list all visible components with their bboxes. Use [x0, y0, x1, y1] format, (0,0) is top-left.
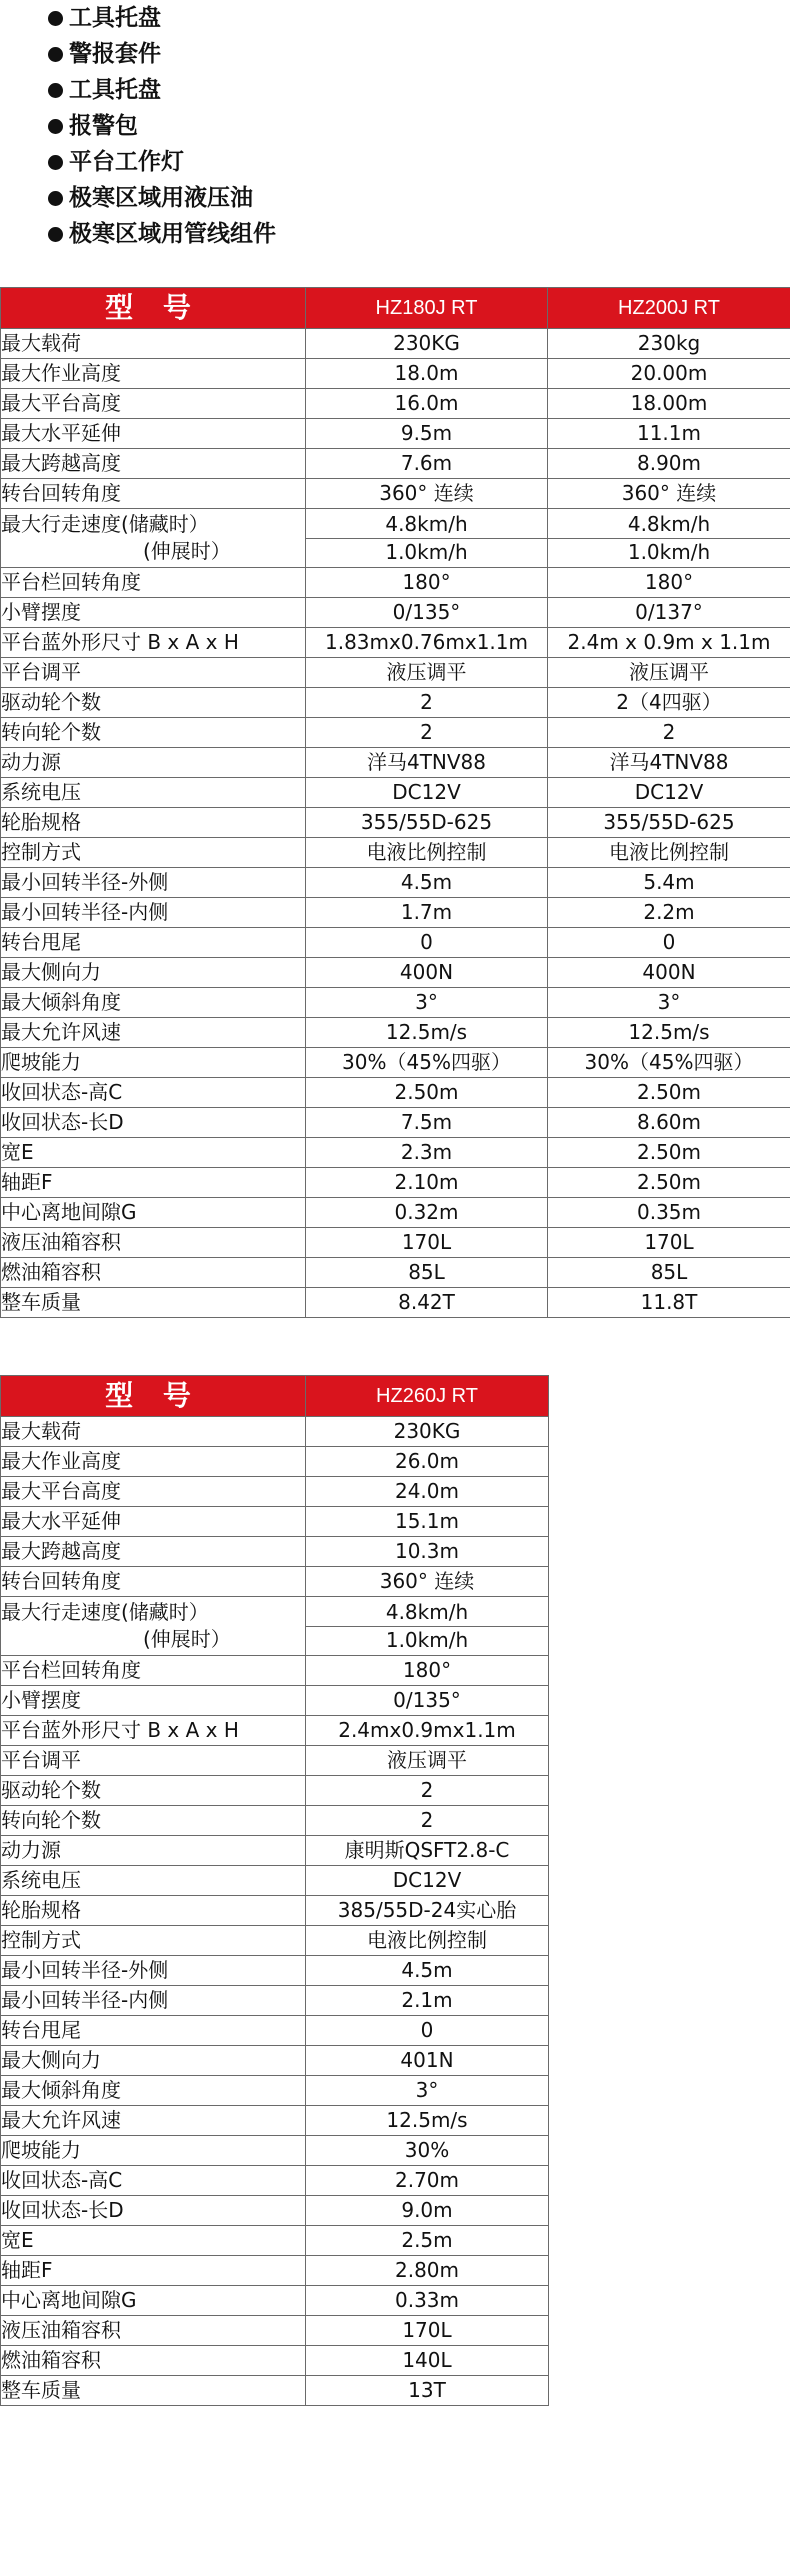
table-row [1, 2376, 549, 2406]
spec-value: 电液比例控制 [306, 1926, 549, 1956]
spec-value: 4.5m [306, 868, 548, 898]
table-row [1, 1567, 549, 1597]
spec-value: 11.1m [548, 419, 790, 449]
spec-value: 0/135° [306, 598, 548, 628]
spec-value: 18.0m [306, 359, 548, 389]
spec-label: 最大倾斜角度 [1, 2076, 306, 2106]
spec-value: 2.4m x 0.9m x 1.1m [548, 628, 790, 658]
table-row [1, 748, 790, 778]
spec-value-line2: 1.0km/h [627, 539, 711, 564]
option-item [48, 108, 276, 144]
spec-value: 2.3m [306, 1138, 548, 1168]
spec-label: 燃油箱容积 [1, 2346, 306, 2376]
spec-value: 7.5m [306, 1108, 548, 1138]
option-label: 工具托盘 [69, 77, 161, 103]
spec-value: 2.50m [548, 1168, 790, 1198]
spec-label: 动力源 [1, 748, 306, 778]
table-row [1, 988, 790, 1018]
spec-value: 2.10m [306, 1168, 548, 1198]
spec-value: 2.80m [306, 2256, 549, 2286]
table-row [1, 658, 790, 688]
spec-value: 2 [306, 1776, 549, 1806]
spec-value: 2 [306, 718, 548, 748]
option-label: 极寒区域用管线组件 [69, 221, 276, 247]
spec-label: 平台蓝外形尺寸 B x A x H [1, 628, 306, 658]
option-item [48, 0, 276, 36]
spec-label: 收回状态-高C [1, 2166, 306, 2196]
spec-label: 中心离地间隙G [1, 2286, 306, 2316]
spec-label: 最大侧向力 [1, 958, 306, 988]
model-name: HZ200J RT [548, 288, 790, 329]
table-row [1, 2016, 549, 2046]
table-row [1, 2226, 549, 2256]
table-row [1, 1746, 549, 1776]
table-row [1, 628, 790, 658]
spec-value: 电液比例控制 [306, 838, 548, 868]
spec-label: 驱动轮个数 [1, 688, 306, 718]
table-row [1, 958, 790, 988]
spec-value: 0/137° [548, 598, 790, 628]
table-row [1, 449, 790, 479]
spec-value: 85L [548, 1258, 790, 1288]
spec-value: 30%（45%四驱） [548, 1048, 790, 1078]
spec-value: 30% [306, 2136, 549, 2166]
spec-value: 230kg [548, 329, 790, 359]
spec-label: 最大侧向力 [1, 2046, 306, 2076]
spec-label: 系统电压 [1, 1866, 306, 1896]
spec-value: 7.6m [306, 449, 548, 479]
spec-value: 2.5m [306, 2226, 549, 2256]
spec-label: 爬坡能力 [1, 1048, 306, 1078]
spec-label: 小臂摆度 [1, 1686, 306, 1716]
spec-value: 2 [548, 718, 790, 748]
spec-value: 11.8T [548, 1288, 790, 1318]
table-row [1, 1806, 549, 1836]
spec-value: 电液比例控制 [548, 838, 790, 868]
spec-label: 最大允许风速 [1, 2106, 306, 2136]
table-row [1, 2046, 549, 2076]
spec-value: 24.0m [306, 1477, 549, 1507]
spec-label [1, 509, 306, 568]
bullet-icon [48, 83, 63, 98]
table-row [1, 2346, 549, 2376]
spec-label: 动力源 [1, 1836, 306, 1866]
spec-value: 355/55D-625 [548, 808, 790, 838]
option-item [48, 36, 276, 72]
spec-value-line2: 1.0km/h [385, 539, 468, 564]
spec-value: 2.2m [548, 898, 790, 928]
spec-value: 15.1m [306, 1507, 549, 1537]
spec-label: 小臂摆度 [1, 598, 306, 628]
spec-value: 3° [548, 988, 790, 1018]
table-row [1, 419, 790, 449]
spec-label: 最大平台高度 [1, 389, 306, 419]
spec-label: 最大作业高度 [1, 359, 306, 389]
table-row [1, 1537, 549, 1567]
spec-label: 宽E [1, 1138, 306, 1168]
table-row [1, 479, 790, 509]
spec-value: 0 [306, 928, 548, 958]
spec-label: 最小回转半径-外侧 [1, 868, 306, 898]
spec-label: 平台栏回转角度 [1, 568, 306, 598]
spec-label: 轴距F [1, 2256, 306, 2286]
table-header-row [1, 288, 790, 329]
table-row [1, 1198, 790, 1228]
spec-value: 10.3m [306, 1537, 549, 1567]
spec-value: 2.50m [548, 1078, 790, 1108]
model-header-label: 型 号 [1, 1376, 306, 1417]
spec-value: 18.00m [548, 389, 790, 419]
spec-label: 转台甩尾 [1, 2016, 306, 2046]
bullet-icon [48, 47, 63, 62]
spec-value: 8.42T [306, 1288, 548, 1318]
spec-value: 230KG [306, 1417, 549, 1447]
spec-label: 最小回转半径-内侧 [1, 1986, 306, 2016]
spec-value: 2（4四驱） [548, 688, 790, 718]
spec-value: 12.5m/s [306, 1018, 548, 1048]
spec-label: 爬坡能力 [1, 2136, 306, 2166]
spec-value: 9.0m [306, 2196, 549, 2226]
table-header-row [1, 1376, 549, 1417]
spec-label: 转台回转角度 [1, 479, 306, 509]
spec-label: 最小回转半径-外侧 [1, 1956, 306, 1986]
table-row [1, 1417, 549, 1447]
spec-label: 最大载荷 [1, 1417, 306, 1447]
spec-label: 收回状态-长D [1, 2196, 306, 2226]
spec-value: 400N [306, 958, 548, 988]
spec-value: 0 [306, 2016, 549, 2046]
table-row [1, 1836, 549, 1866]
spec-value: 180° [548, 568, 790, 598]
spec-value: 355/55D-625 [306, 808, 548, 838]
spec-value: 85L [306, 1258, 548, 1288]
spec-value: 140L [306, 2346, 549, 2376]
option-item [48, 180, 276, 216]
spec-label: 平台调平 [1, 1746, 306, 1776]
spec-label: 收回状态-高C [1, 1078, 306, 1108]
option-label: 报警包 [69, 113, 138, 139]
spec-value: 3° [306, 2076, 549, 2106]
table-row [1, 1926, 549, 1956]
spec-value: 360° 连续 [306, 1567, 549, 1597]
option-label: 极寒区域用液压油 [69, 185, 253, 211]
spec-value: 8.60m [548, 1108, 790, 1138]
spec-value: 洋马4TNV88 [306, 748, 548, 778]
spec-value: 0.32m [306, 1198, 548, 1228]
spec-value-line1: 4.8km/h [548, 511, 790, 539]
table-row [1, 2076, 549, 2106]
spec-label: 最大倾斜角度 [1, 988, 306, 1018]
bullet-icon [48, 227, 63, 242]
spec-table-2 [0, 1375, 549, 2406]
table-row [1, 2136, 549, 2166]
spec-value: 康明斯QSFT2.8-C [306, 1836, 549, 1866]
table-row [1, 1686, 549, 1716]
table-row [1, 1288, 790, 1318]
table-row [1, 2166, 549, 2196]
spec-value: 液压调平 [306, 658, 548, 688]
table-row [1, 688, 790, 718]
spec-label: 整车质量 [1, 2376, 306, 2406]
table-row [1, 1896, 549, 1926]
spec-value: 230KG [306, 329, 548, 359]
spec-label: 平台栏回转角度 [1, 1656, 306, 1686]
spec-value: 9.5m [306, 419, 548, 449]
table-row [1, 1866, 549, 1896]
bullet-icon [48, 11, 63, 26]
model-name: HZ260J RT [306, 1376, 549, 1417]
spec-table-1 [0, 287, 790, 1318]
spec-value [306, 1597, 549, 1656]
spec-value: 2.4mx0.9mx1.1m [306, 1716, 549, 1746]
spec-value-line1: 4.8km/h [306, 511, 547, 539]
spec-value: 2.50m [306, 1078, 548, 1108]
spec-label: 最大作业高度 [1, 1447, 306, 1477]
spec-label: 收回状态-长D [1, 1108, 306, 1138]
spec-value: 12.5m/s [306, 2106, 549, 2136]
spec-value: 16.0m [306, 389, 548, 419]
spec-value: 180° [306, 568, 548, 598]
spec-value: 170L [306, 2316, 549, 2346]
spec-value: 1.83mx0.76mx1.1m [306, 628, 548, 658]
spec-value: 0/135° [306, 1686, 549, 1716]
table-row [1, 868, 790, 898]
model-header-label: 型 号 [1, 288, 306, 329]
spec-label: 平台调平 [1, 658, 306, 688]
table-row [1, 2256, 549, 2286]
table-row [1, 1048, 790, 1078]
spec-value: 3° [306, 988, 548, 1018]
option-label: 平台工作灯 [69, 149, 184, 175]
table-row [1, 359, 790, 389]
spec-label: 最大允许风速 [1, 1018, 306, 1048]
spec-value: DC12V [548, 778, 790, 808]
table-row [1, 1477, 549, 1507]
spec-value: 2.70m [306, 2166, 549, 2196]
table-row [1, 568, 790, 598]
table-row [1, 1108, 790, 1138]
spec-label: 控制方式 [1, 1926, 306, 1956]
table-row [1, 1986, 549, 2016]
table-row [1, 718, 790, 748]
spec-value: 360° 连续 [548, 479, 790, 509]
table-row [1, 329, 790, 359]
model-name: HZ180J RT [306, 288, 548, 329]
spec-label-line1: 最大行走速度(储藏时） [1, 1600, 209, 1624]
spec-value: 4.5m [306, 1956, 549, 1986]
spec-value: 0 [548, 928, 790, 958]
spec-value: 180° [306, 1656, 549, 1686]
table-row [1, 598, 790, 628]
spec-value: 401N [306, 2046, 549, 2076]
table-row [1, 1716, 549, 1746]
table-row [1, 1258, 790, 1288]
option-item [48, 216, 276, 252]
table-row [1, 1956, 549, 1986]
option-label: 工具托盘 [69, 5, 161, 31]
spec-value: 13T [306, 2376, 549, 2406]
spec-label: 转向轮个数 [1, 1806, 306, 1836]
spec-value: 170L [306, 1228, 548, 1258]
spec-label: 平台蓝外形尺寸 B x A x H [1, 1716, 306, 1746]
spec-label: 最大载荷 [1, 329, 306, 359]
table-row [1, 509, 790, 568]
table-row [1, 778, 790, 808]
spec-label: 轮胎规格 [1, 808, 306, 838]
option-label: 警报套件 [69, 41, 161, 67]
spec-value: 0.35m [548, 1198, 790, 1228]
spec-label: 整车质量 [1, 1288, 306, 1318]
spec-value: 2.50m [548, 1138, 790, 1168]
spec-value: 26.0m [306, 1447, 549, 1477]
table-row [1, 1078, 790, 1108]
spec-value: 5.4m [548, 868, 790, 898]
spec-label: 转台甩尾 [1, 928, 306, 958]
spec-value [306, 509, 548, 568]
option-item [48, 72, 276, 108]
table-row [1, 389, 790, 419]
table-row [1, 928, 790, 958]
options-list [48, 0, 276, 252]
spec-value: 液压调平 [548, 658, 790, 688]
spec-value: 170L [548, 1228, 790, 1258]
spec-label: 最大跨越高度 [1, 449, 306, 479]
spec-label: 转向轮个数 [1, 718, 306, 748]
spec-label: 控制方式 [1, 838, 306, 868]
spec-label: 轴距F [1, 1168, 306, 1198]
spec-value: 8.90m [548, 449, 790, 479]
spec-value-line2: 1.0km/h [385, 1627, 469, 1652]
table-row [1, 1168, 790, 1198]
table-row [1, 838, 790, 868]
table-row [1, 898, 790, 928]
spec-value: 2 [306, 688, 548, 718]
spec-label: 燃油箱容积 [1, 1258, 306, 1288]
spec-label-line2: (伸展时） [143, 539, 231, 563]
spec-value: 2.1m [306, 1986, 549, 2016]
spec-value: 400N [548, 958, 790, 988]
spec-value: 30%（45%四驱） [306, 1048, 548, 1078]
bullet-icon [48, 155, 63, 170]
spec-value-line1: 4.8km/h [306, 1599, 548, 1627]
spec-label: 最大水平延伸 [1, 1507, 306, 1537]
table-row [1, 1228, 790, 1258]
table-row [1, 2286, 549, 2316]
spec-value: 液压调平 [306, 1746, 549, 1776]
spec-value: 洋马4TNV88 [548, 748, 790, 778]
spec-label: 液压油箱容积 [1, 1228, 306, 1258]
spec-label: 中心离地间隙G [1, 1198, 306, 1228]
table-row [1, 1018, 790, 1048]
table-row [1, 1656, 549, 1686]
table-row [1, 2196, 549, 2226]
bullet-icon [48, 191, 63, 206]
table-row [1, 2316, 549, 2346]
table-row [1, 808, 790, 838]
spec-label: 系统电压 [1, 778, 306, 808]
spec-label: 最小回转半径-内侧 [1, 898, 306, 928]
spec-value [548, 509, 790, 568]
spec-value: 385/55D-24实心胎 [306, 1896, 549, 1926]
spec-label: 转台回转角度 [1, 1567, 306, 1597]
spec-value: DC12V [306, 778, 548, 808]
spec-value: 1.7m [306, 898, 548, 928]
table-row [1, 1447, 549, 1477]
table-row [1, 1597, 549, 1656]
spec-label: 宽E [1, 2226, 306, 2256]
spec-value: 0.33m [306, 2286, 549, 2316]
table-row [1, 1507, 549, 1537]
spec-label-line2: (伸展时） [143, 1627, 231, 1651]
spec-label: 轮胎规格 [1, 1896, 306, 1926]
spec-label: 最大平台高度 [1, 1477, 306, 1507]
option-item [48, 144, 276, 180]
table-row [1, 2106, 549, 2136]
spec-label: 最大跨越高度 [1, 1537, 306, 1567]
spec-label-line1: 最大行走速度(储藏时） [1, 512, 209, 536]
spec-value: 20.00m [548, 359, 790, 389]
bullet-icon [48, 119, 63, 134]
spec-label: 驱动轮个数 [1, 1776, 306, 1806]
spec-value: 360° 连续 [306, 479, 548, 509]
table-row [1, 1138, 790, 1168]
spec-value: 12.5m/s [548, 1018, 790, 1048]
spec-value: DC12V [306, 1866, 549, 1896]
spec-label [1, 1597, 306, 1656]
spec-value: 2 [306, 1806, 549, 1836]
spec-label: 最大水平延伸 [1, 419, 306, 449]
spec-label: 液压油箱容积 [1, 2316, 306, 2346]
table-row [1, 1776, 549, 1806]
